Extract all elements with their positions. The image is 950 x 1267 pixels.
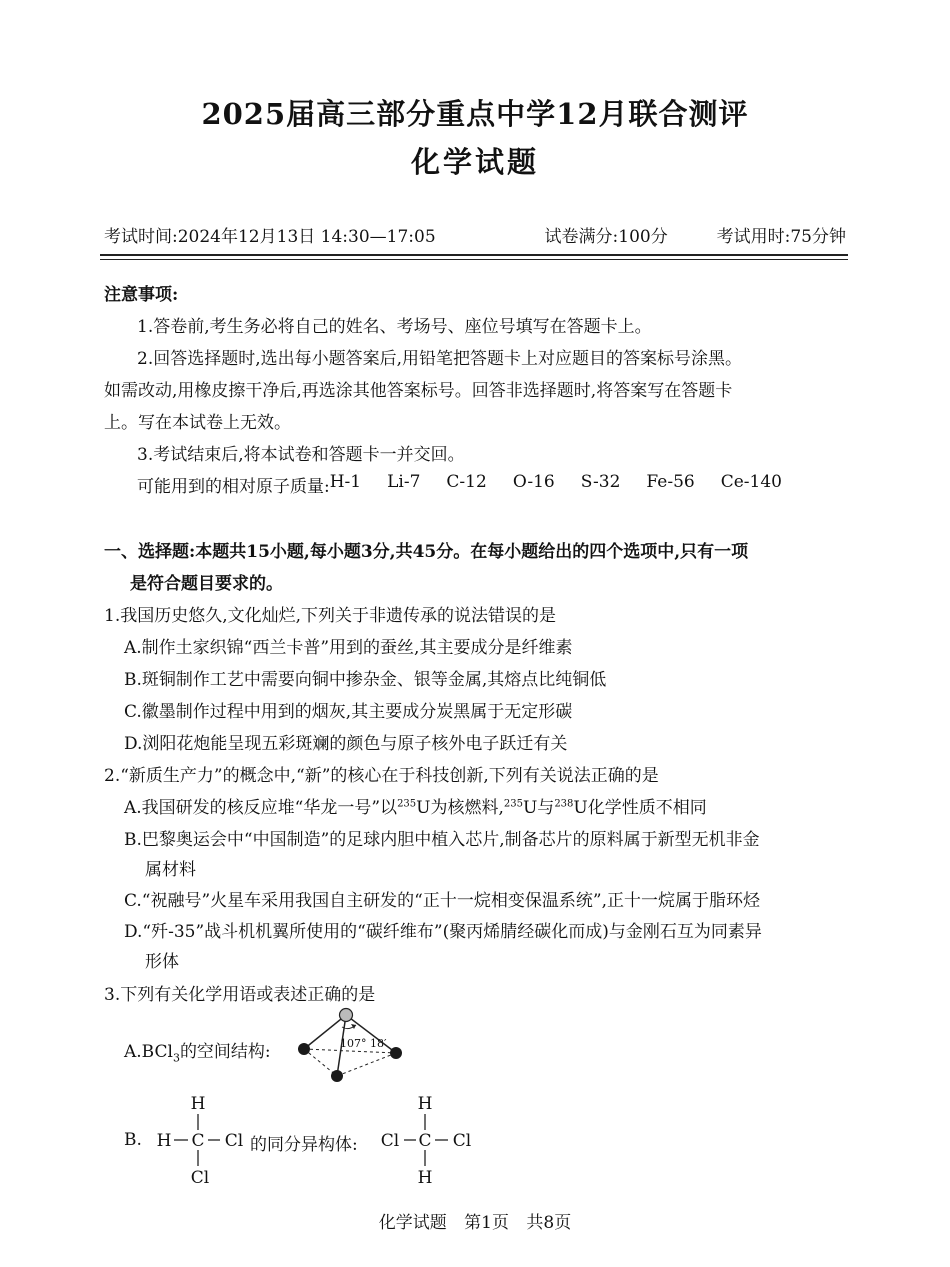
chlorine-atom <box>390 1047 402 1059</box>
q2-a-text-3: U与 <box>522 798 555 818</box>
footer-total-pages: 共8页 <box>526 1213 572 1233</box>
q1-option-a: A.制作土家织锦“西兰卡普”用到的蚕丝,其主要成分是纤维素 <box>124 638 573 658</box>
chlorine-atom <box>331 1070 343 1082</box>
note-3: 3.考试结束后,将本试卷和答题卡一并交回。 <box>137 445 465 465</box>
atom-cl-left: Cl <box>380 1131 400 1151</box>
atomic-mass-line <box>137 472 782 497</box>
boron-atom <box>340 1009 353 1022</box>
exam-subject-title: 化学试题 <box>410 145 539 179</box>
chlorine-atom <box>298 1043 310 1055</box>
atom-cl-right: Cl <box>452 1131 472 1151</box>
q2-stem: 2.“新质生产力”的概念中,“新”的核心在于科技创新,下列有关说法正确的是 <box>104 766 659 786</box>
q2-a-mass-238: 238 <box>554 798 574 810</box>
page-footer <box>0 1208 950 1233</box>
q2-option-d-line2: 形体 <box>145 952 179 972</box>
structure-ch2cl2-left <box>150 1092 250 1188</box>
q1-option-c: C.徽墨制作过程中用到的烟灰,其主要成分炭黑属于无定形碳 <box>124 702 573 722</box>
atom-c-center: C <box>418 1131 432 1151</box>
atom-cl-bottom: Cl <box>190 1168 210 1188</box>
exam-info-bar <box>104 222 846 247</box>
exam-title: 2025届高三部分重点中学12月联合测评 <box>201 97 749 131</box>
q3-option-b-desc: 的同分异构体: <box>250 1135 358 1155</box>
q2-a-text-4: U化学性质不相同 <box>573 798 707 818</box>
atom-h-left: H <box>156 1131 172 1151</box>
atom-h-top: H <box>417 1094 433 1114</box>
q3-stem: 3.下列有关化学用语或表述正确的是 <box>104 985 376 1005</box>
q1-option-b: B.斑铜制作工艺中需要向铜中掺杂金、银等金属,其熔点比纯铜低 <box>124 670 607 690</box>
exam-duration: 考试用时:75分钟 <box>716 227 846 247</box>
q3-a-formula: A.BCl <box>124 1042 173 1062</box>
q3-option-b-label: B. <box>124 1130 142 1150</box>
header-rule-thin <box>100 259 848 260</box>
header-rule-thick <box>100 254 848 256</box>
atomic-mass-ce: Ce-140 <box>720 472 782 492</box>
exam-time: 考试时间:2024年12月13日 14:30—17:05 <box>104 227 436 247</box>
q2-option-d-line1: D.“歼-35”战斗机机翼所使用的“碳纤维布”(聚丙烯腈经碳化而成)与金刚石互为同素异 <box>124 922 762 942</box>
q3-a-desc: 的空间结构: <box>179 1042 271 1062</box>
atomic-mass-h: H-1 <box>329 472 362 492</box>
q2-option-b-line2: 属材料 <box>145 860 196 880</box>
atom-c-center: C <box>191 1131 205 1151</box>
structure-ch2cl2-right <box>374 1092 484 1188</box>
atomic-mass-label: 可能用到的相对原子质量: <box>137 477 330 497</box>
note-2-line2: 如需改动,用橡皮擦干净后,再选涂其他答案标号。回答非选择题时,将答案写在答题卡 <box>104 381 733 401</box>
full-score: 试卷满分:100分 <box>544 227 668 247</box>
atomic-mass-o: O-16 <box>512 472 555 492</box>
section-1-heading-cont: 是符合题目要求的。 <box>130 574 283 594</box>
note-1: 1.答卷前,考生务必将自己的姓名、考场号、座位号填写在答题卡上。 <box>137 317 652 337</box>
q2-a-text-2: U为核燃料, <box>416 798 504 818</box>
atom-h-bottom: H <box>417 1168 433 1188</box>
bond-angle-label: 107° 18′ <box>340 1037 387 1050</box>
q3-option-a-label <box>124 1037 271 1065</box>
q2-option-b-line1: B.巴黎奥运会中“中国制造”的足球内胆中植入芯片,制备芯片的原料属于新型无机非金 <box>124 830 760 850</box>
footer-page-number: 第1页 <box>464 1213 509 1233</box>
atom-h-top: H <box>190 1094 206 1114</box>
q3-a-subscript: 3 <box>172 1051 180 1065</box>
footer-subject: 化学试题 <box>378 1213 447 1233</box>
atom-cl-right: Cl <box>224 1131 244 1151</box>
note-2-line1: 2.回答选择题时,选出每小题答案后,用铅笔把答题卡上对应题目的答案标号涂黑。 <box>137 349 743 369</box>
atomic-mass-s: S-32 <box>580 472 621 492</box>
section-1-heading: 一、选择题:本题共15小题,每小题3分,共45分。在每小题给出的四个选项中,只有一项 <box>104 542 749 562</box>
q1-option-d: D.浏阳花炮能呈现五彩斑斓的颜色与原子核外电子跃迁有关 <box>124 734 568 754</box>
atomic-mass-fe: Fe-56 <box>646 472 695 492</box>
note-2-line3: 上。写在本试卷上无效。 <box>104 413 291 433</box>
atomic-mass-li: Li-7 <box>387 472 421 492</box>
notes-heading: 注意事项: <box>104 285 179 305</box>
q2-option-c: C.“祝融号”火星车采用我国自主研发的“正十一烷相变保温系统”,正十一烷属于脂环烃 <box>124 891 760 911</box>
q1-stem: 1.我国历史悠久,文化灿烂,下列关于非遗传承的说法错误的是 <box>104 606 557 626</box>
q2-a-mass-235b: 235 <box>503 798 523 810</box>
bcl3-structure-diagram <box>292 1005 412 1090</box>
q2-a-mass-235a: 235 <box>397 798 417 810</box>
q2-option-a <box>124 793 707 818</box>
q2-a-text-1: A.我国研发的核反应堆“华龙一号”以 <box>124 798 398 818</box>
atomic-mass-c: C-12 <box>446 472 487 492</box>
